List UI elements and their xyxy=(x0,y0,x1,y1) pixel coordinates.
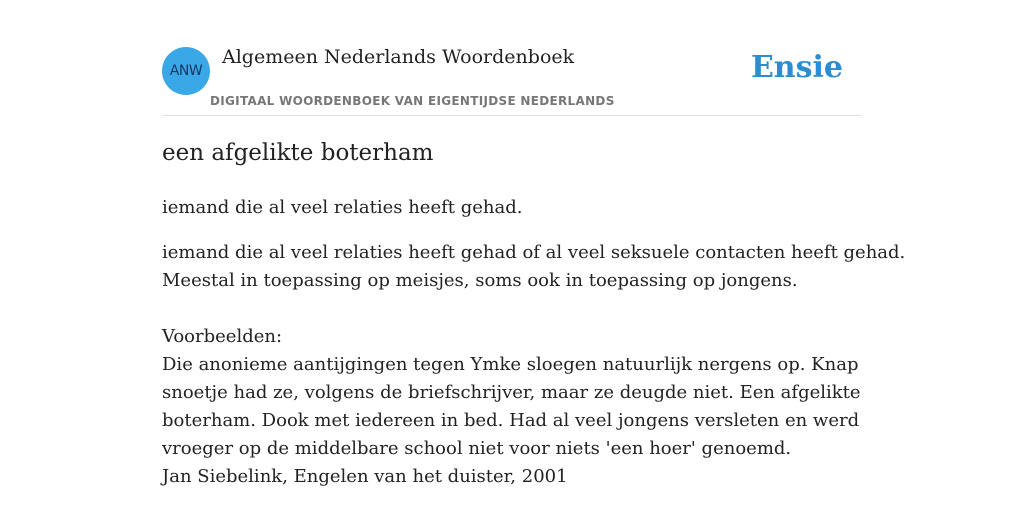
definition-line: iemand die al veel relaties heeft gehad of al veel seksuele contacten heeft gehad. xyxy=(162,242,906,263)
short-definition: iemand die al veel relaties heeft gehad. xyxy=(162,197,523,218)
logo-text: ANW xyxy=(169,63,203,79)
source-title[interactable]: Algemeen Nederlands Woordenboek xyxy=(222,46,575,68)
header-divider xyxy=(162,115,862,116)
anw-logo[interactable] xyxy=(162,47,210,95)
source-subtitle: DIGITAAL WOORDENBOEK VAN EIGENTIJDSE NEDERLANDS xyxy=(210,94,615,108)
example-line: vroeger op de middelbare school niet voor niets 'een hoer' genoemd. xyxy=(162,438,792,459)
citation: Jan Siebelink, Engelen van het duister, 2001 xyxy=(162,466,568,487)
example-line: snoetje had ze, volgens de briefschrijver, maar ze deugde niet. Een afgelikte xyxy=(162,382,861,403)
ensie-brand-logo[interactable]: Ensie xyxy=(750,50,843,85)
definition-line: Meestal in toepassing op meisjes, soms ook in toepassing op jongens. xyxy=(162,270,798,291)
example-line: Die anonieme aantijgingen tegen Ymke sloegen natuurlijk nergens op. Knap xyxy=(162,354,859,375)
definition-body xyxy=(162,239,906,491)
entry-term: een afgelikte boterham xyxy=(162,140,434,166)
example-line: boterham. Dook met iedereen in bed. Had al veel jongens versleten en werd xyxy=(162,410,860,431)
spacer xyxy=(162,295,872,323)
examples-heading: Voorbeelden: xyxy=(162,326,283,347)
